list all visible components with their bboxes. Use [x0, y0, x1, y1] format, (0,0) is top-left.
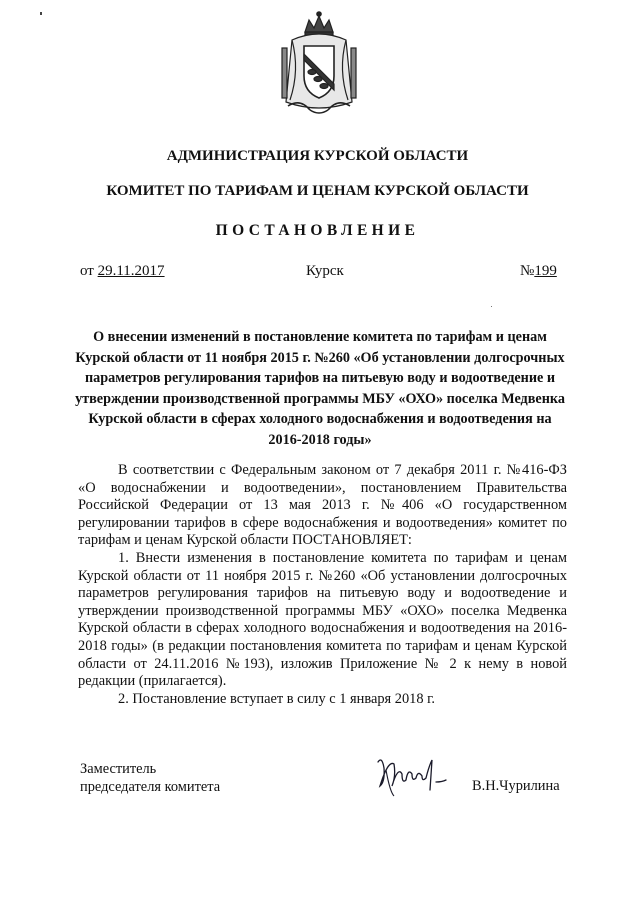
document-date: 29.11.2017	[97, 263, 165, 279]
scan-speck	[40, 12, 42, 15]
city-name: Курск	[306, 263, 344, 279]
number-line	[520, 263, 557, 280]
signatory-name: В.Н.Чурилина	[472, 778, 560, 794]
scan-speck	[491, 306, 492, 307]
document-body	[78, 462, 567, 708]
administration-heading: АДМИНИСТРАЦИЯ КУРСКОЙ ОБЛАСТИ	[166, 148, 469, 164]
preamble-paragraph: В соответствии с Федеральным законом от 7 декабря 2011 г. №416-ФЗ «О водоснабжении и водоотведении», постановлением Правительства Российской Федерации от 13 мая 2013 г. №406 «О государственном регулировании тарифов в сфере водоснабжения и водоотведения» комитет по тарифам и ценам Курской области ПОСТАНОВЛЯЕТ:	[78, 462, 567, 549]
coat-of-arms-icon	[280, 10, 358, 118]
document-title: О внесении изменений в постановление комитета по тарифам и ценам Курской области от 11 ноября 2015 г. №260 «Об установлении долгосрочных параметров регулирования тарифов на питьевую воду и водоотведение и утверждении производственной программы МБУ «ОХО» поселка Медвенка Курской области в сферах холодного водоснабжения и водоотведения на 2016-2018 годы»	[75, 329, 565, 448]
signatory-position	[80, 760, 220, 796]
doc-type-heading: ПОСТАНОВЛЕНИЕ	[215, 222, 420, 239]
date-line	[80, 263, 165, 280]
committee-heading: КОМИТЕТ ПО ТАРИФАМ И ЦЕНАМ КУРСКОЙ ОБЛАСТИ	[106, 183, 529, 199]
item-1-paragraph: 1. Внести изменения в постановление комитета по тарифам и ценам Курской области от 11 ноября 2015 г. №260 «Об установлении долгосрочных параметров регулирования тарифов на питьевую воду и водоотведение и утверждении производственной программы МБУ «ОХО» поселка Медвенка Курской области в сферах холодного водоснабжения и водоотведения на 2016-2018 годы» (в редакции постановления комитета по тарифам и ценам Курской области от 24.11.2016 №193), изложив Приложение № 2 к нему в новой редакции (прилагается).	[78, 549, 567, 690]
document-number: 199	[534, 263, 557, 279]
item-2-paragraph: 2. Постановление вступает в силу с 1 января 2018 г.	[118, 690, 436, 707]
position-line-2: председателя комитета	[80, 779, 221, 795]
date-prefix: от	[80, 263, 98, 279]
position-line-1: Заместитель	[80, 761, 157, 777]
number-prefix: №	[520, 263, 535, 279]
handwritten-signature	[372, 752, 452, 802]
